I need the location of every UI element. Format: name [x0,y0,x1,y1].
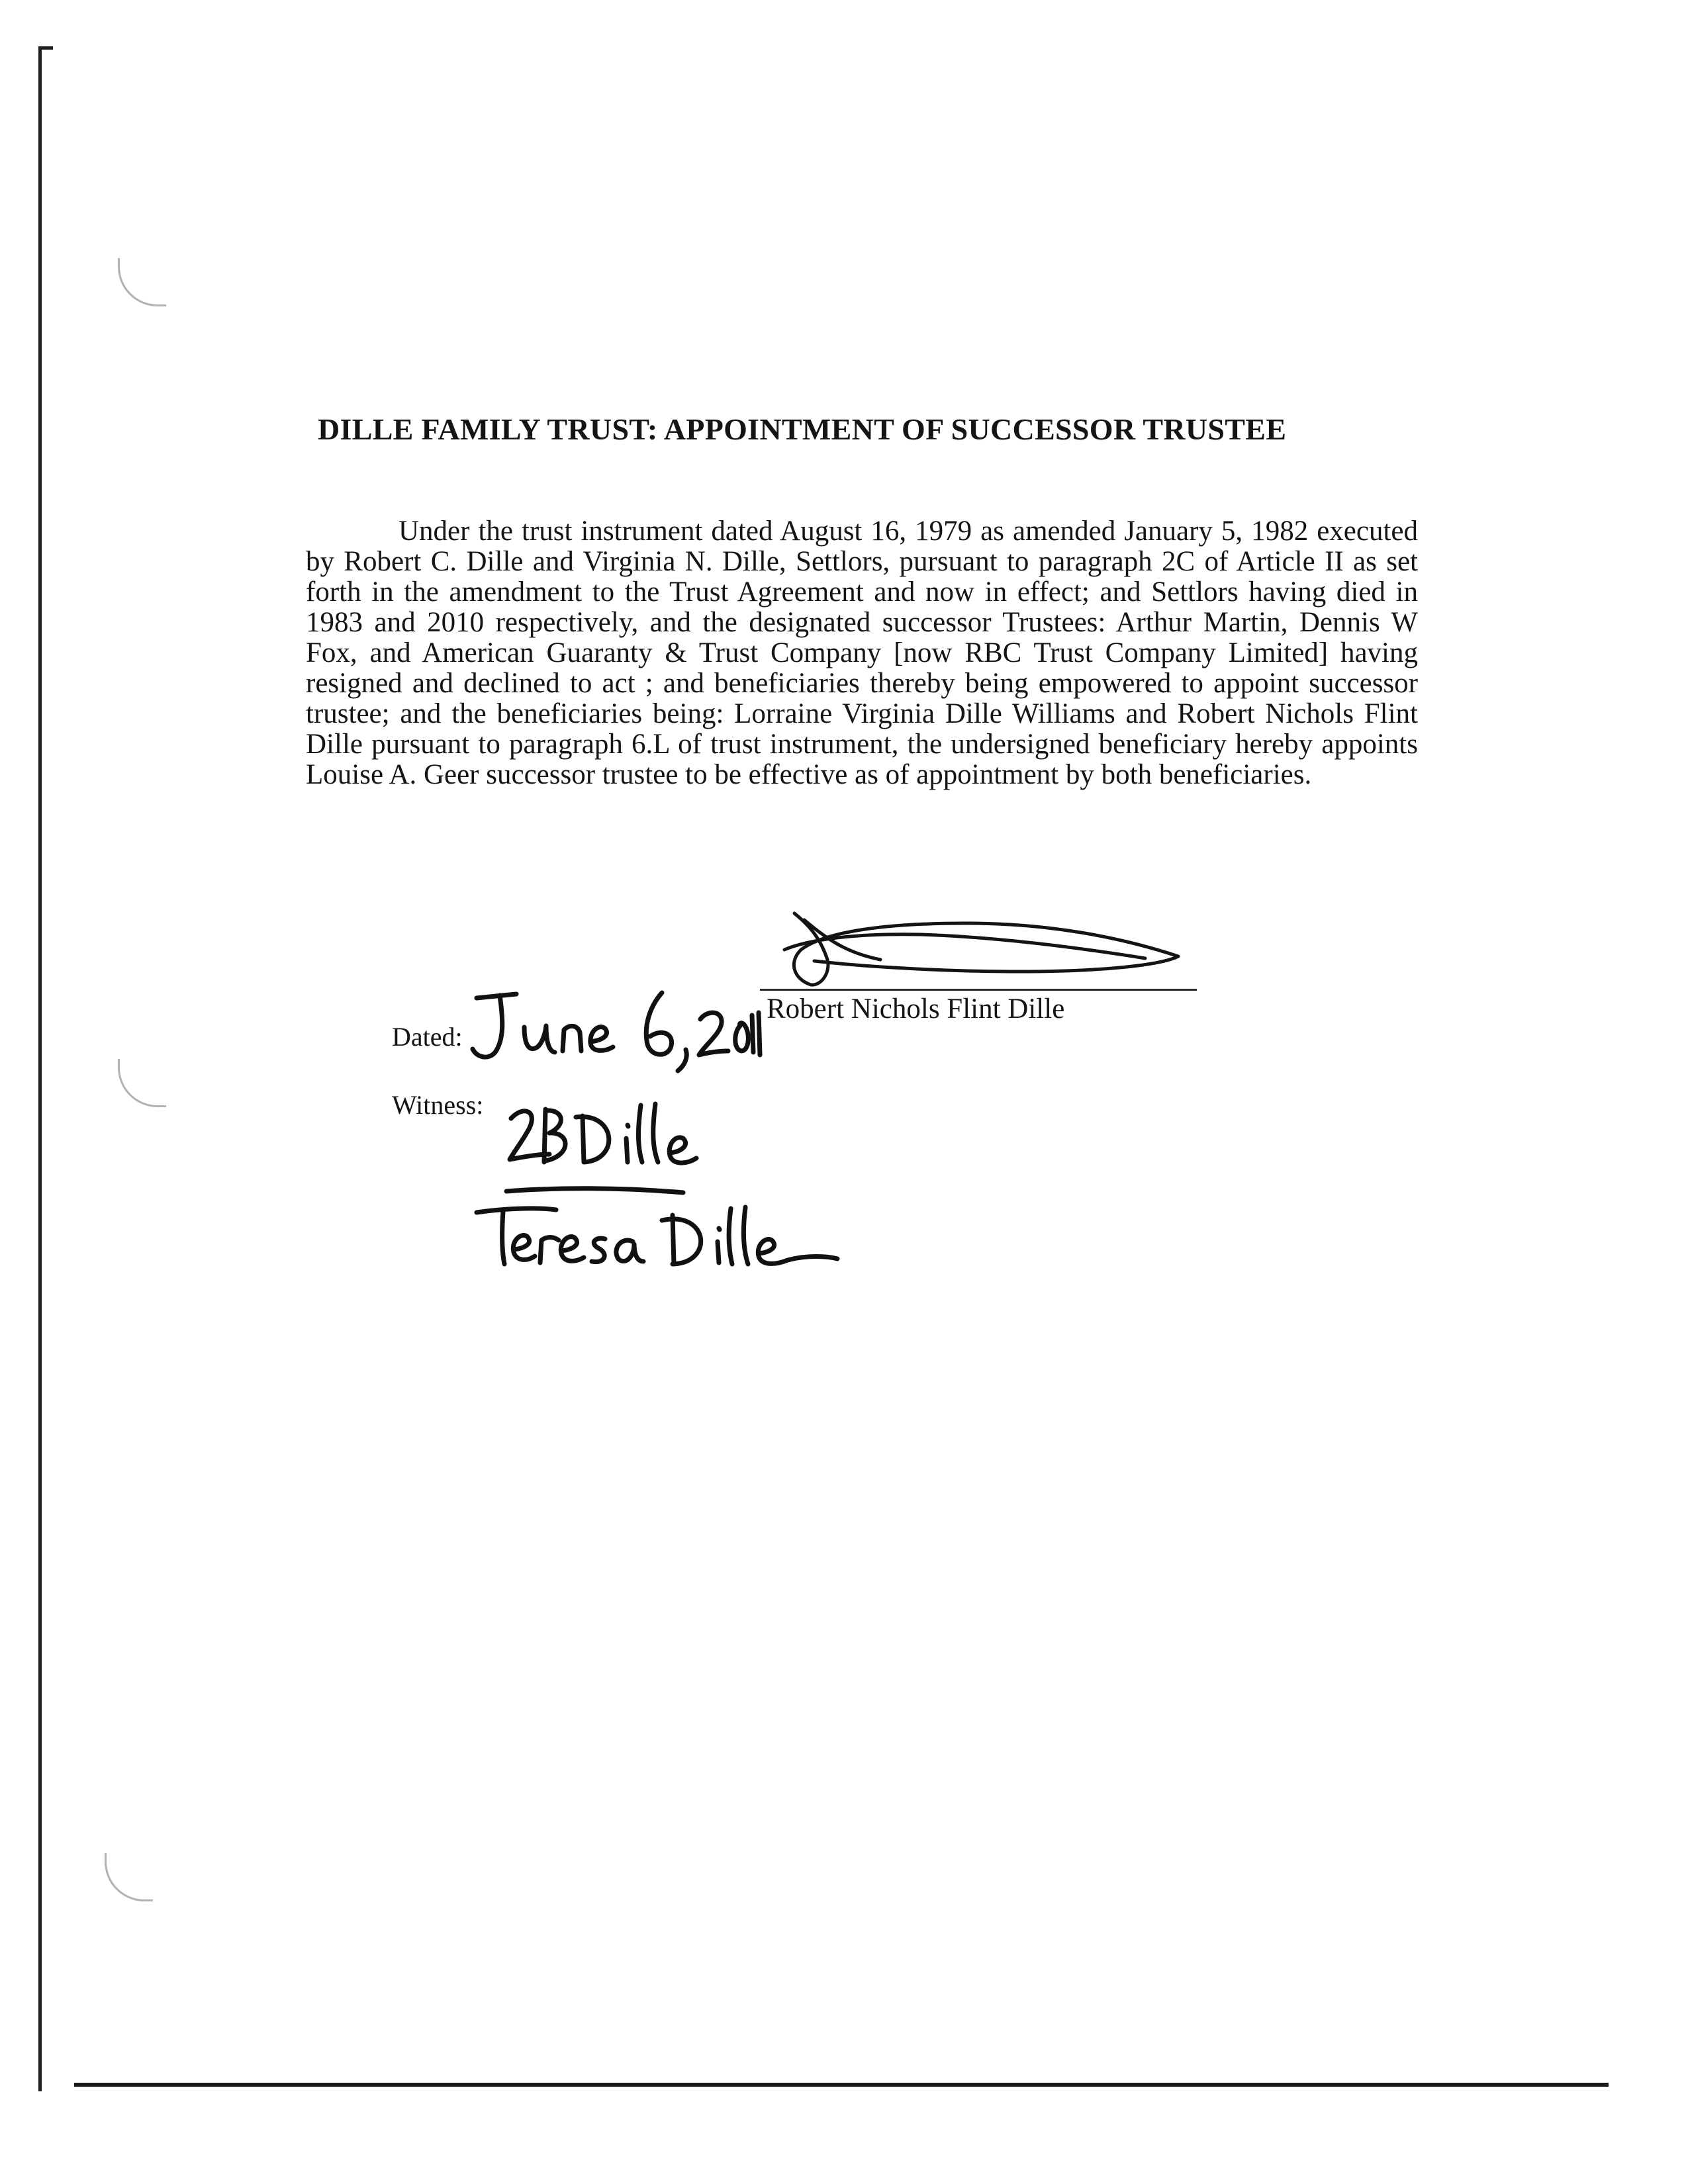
document-title: DILLE FAMILY TRUST: APPOINTMENT OF SUCCESSOR TRUSTEE [318,412,1287,446]
witness-signature [503,1099,728,1178]
witness-label: Witness: [392,1090,484,1120]
signature-line [760,989,1197,991]
scan-left-edge [38,46,42,2091]
scan-bottom-edge [74,2083,1609,2087]
dated-label: Dated: [392,1022,463,1052]
punch-hole-mark [118,1059,166,1107]
scan-corner-mark [38,46,53,50]
witness-underline [503,1185,688,1198]
witness-printed-name [463,1198,847,1277]
punch-hole-mark [105,1853,153,1901]
handwritten-date [463,986,761,1079]
beneficiary-signature [748,900,1211,999]
signer-name: Robert Nichols Flint Dille [767,993,1065,1024]
punch-hole-mark [118,258,166,306]
appointment-paragraph: Under the trust instrument dated August 16, 1979 as amended January 5, 1982 executed by Robert C. Dille and Virginia N. Dille, Settlors, pursuant to paragraph 2C of Article II as set forth in the amendment to the Trust Agreement and now in effect; and Settlors having died in 1983 and 2010 respectively, and the designated successor Trustees: Arthur Martin, Dennis W Fox, and American Guaranty & Trust Company [now RBC Trust Company Limited] having resigned and declined to act ; and beneficiaries thereby being empowered to appoint successor trustee; and the beneficiaries being: Lorraine Virginia Dille Williams and Robert Nichols Flint Dille pursuant to paragraph 6.L of trust instrument, the undersigned beneficiary hereby appoints Louise A. Geer successor trustee to be effective as of appointment by both beneficiaries. [306,516,1418,790]
